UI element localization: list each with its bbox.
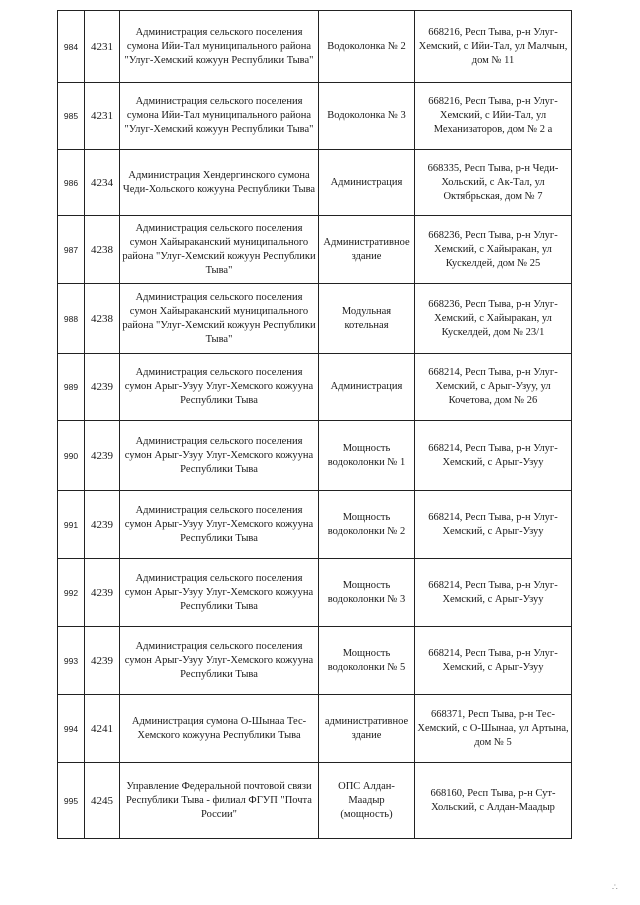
object-address: 668214, Респ Тыва, р-н Улуг-Хемский, с Арыг-Узуу, ул Кочетова, дом № 26 <box>415 354 572 421</box>
organization-name: Администрация Хендергинского сумона Чеди-Хольского кожууна Республики Тыва <box>120 150 319 216</box>
organization-name: Администрация сельского поселения сумон Арыг-Узуу Улуг-Хемского кожууна Республики Тыва <box>120 491 319 559</box>
table-row <box>58 763 572 839</box>
org-code: 4239 <box>85 354 120 421</box>
object-name: административное здание <box>319 695 415 763</box>
object-name: Водоколонка № 3 <box>319 83 415 150</box>
org-code: 4239 <box>85 421 120 491</box>
object-address: 668216, Респ Тыва, р-н Улуг-Хемский, с Ийи-Тал, ул Механизаторов, дом № 2 а <box>415 83 572 150</box>
organization-name: Администрация сельского поселения сумона Ийи-Тал муниципального района "Улуг-Хемский кожуун Республики Тыва" <box>120 11 319 83</box>
table-row <box>58 695 572 763</box>
page-corner-mark: ∴ <box>612 882 618 892</box>
org-code: 4231 <box>85 83 120 150</box>
object-name: Мощность водоколонки № 2 <box>319 491 415 559</box>
object-address: 668214, Респ Тыва, р-н Улуг-Хемский, с Арыг-Узуу <box>415 491 572 559</box>
row-number: 995 <box>58 763 85 839</box>
object-name: Мощность водоколонки № 1 <box>319 421 415 491</box>
object-name: Мощность водоколонки № 3 <box>319 559 415 627</box>
organization-name: Администрация сельского поселения сумон Арыг-Узуу Улуг-Хемского кожууна Республики Тыва <box>120 421 319 491</box>
row-number: 986 <box>58 150 85 216</box>
table-row <box>58 491 572 559</box>
table-row <box>58 354 572 421</box>
organization-name: Администрация сельского поселения сумон Хайыраканский муниципального района "Улуг-Хемский кожуун Республики Тыва" <box>120 216 319 284</box>
object-name: Мощность водоколонки № 5 <box>319 627 415 695</box>
object-address: 668335, Респ Тыва, р-н Чеди-Хольский, с Ак-Тал, ул Октябрьская, дом № 7 <box>415 150 572 216</box>
object-address: 668214, Респ Тыва, р-н Улуг-Хемский, с Арыг-Узуу <box>415 627 572 695</box>
object-address: 668160, Респ Тыва, р-н Сут-Хольский, с Алдан-Маадыр <box>415 763 572 839</box>
registry-table-body <box>58 11 572 839</box>
object-name: ОПС Алдан-Маадыр (мощность) <box>319 763 415 839</box>
table-row <box>58 627 572 695</box>
row-number: 992 <box>58 559 85 627</box>
row-number: 991 <box>58 491 85 559</box>
object-name: Водоколонка № 2 <box>319 11 415 83</box>
org-code: 4234 <box>85 150 120 216</box>
org-code: 4239 <box>85 559 120 627</box>
row-number: 993 <box>58 627 85 695</box>
organization-name: Администрация сельского поселения сумона Ийи-Тал муниципального района "Улуг-Хемский кожуун Республики Тыва" <box>120 83 319 150</box>
organization-name: Администрация сельского поселения сумон Арыг-Узуу Улуг-Хемского кожууна Республики Тыва <box>120 627 319 695</box>
row-number: 984 <box>58 11 85 83</box>
object-name: Административное здание <box>319 216 415 284</box>
object-address: 668214, Респ Тыва, р-н Улуг-Хемский, с Арыг-Узуу <box>415 559 572 627</box>
object-address: 668236, Респ Тыва, р-н Улуг-Хемский, с Хайыракан, ул Кускелдей, дом № 23/1 <box>415 284 572 354</box>
row-number: 987 <box>58 216 85 284</box>
object-address: 668236, Респ Тыва, р-н Улуг-Хемский, с Хайыракан, ул Кускелдей, дом № 25 <box>415 216 572 284</box>
org-code: 4239 <box>85 627 120 695</box>
organization-name: Администрация сельского поселения сумон Арыг-Узуу Улуг-Хемского кожууна Республики Тыва <box>120 559 319 627</box>
row-number: 994 <box>58 695 85 763</box>
org-code: 4241 <box>85 695 120 763</box>
row-number: 990 <box>58 421 85 491</box>
row-number: 989 <box>58 354 85 421</box>
table-row <box>58 421 572 491</box>
registry-table <box>57 10 572 839</box>
table-row <box>58 83 572 150</box>
row-number: 988 <box>58 284 85 354</box>
row-number: 985 <box>58 83 85 150</box>
table-row <box>58 216 572 284</box>
org-code: 4239 <box>85 491 120 559</box>
organization-name: Администрация сумона О-Шынаа Тес-Хемского кожууна Республики Тыва <box>120 695 319 763</box>
object-name: Администрация <box>319 150 415 216</box>
org-code: 4238 <box>85 216 120 284</box>
object-address: 668216, Респ Тыва, р-н Улуг-Хемский, с Ийи-Тал, ул Малчын, дом № 11 <box>415 11 572 83</box>
object-address: 668371, Респ Тыва, р-н Тес-Хемский, с О-Шынаа, ул Артына, дом № 5 <box>415 695 572 763</box>
organization-name: Администрация сельского поселения сумон Хайыраканский муниципального района "Улуг-Хемский кожуун Республики Тыва" <box>120 284 319 354</box>
table-row <box>58 559 572 627</box>
table-row <box>58 284 572 354</box>
object-name: Модульная котельная <box>319 284 415 354</box>
table-row <box>58 150 572 216</box>
org-code: 4245 <box>85 763 120 839</box>
organization-name: Администрация сельского поселения сумон Арыг-Узуу Улуг-Хемского кожууна Республики Тыва <box>120 354 319 421</box>
org-code: 4238 <box>85 284 120 354</box>
organization-name: Управление Федеральной почтовой связи Республики Тыва - филиал ФГУП "Почта России" <box>120 763 319 839</box>
object-address: 668214, Респ Тыва, р-н Улуг-Хемский, с Арыг-Узуу <box>415 421 572 491</box>
table-row <box>58 11 572 83</box>
object-name: Администрация <box>319 354 415 421</box>
org-code: 4231 <box>85 11 120 83</box>
